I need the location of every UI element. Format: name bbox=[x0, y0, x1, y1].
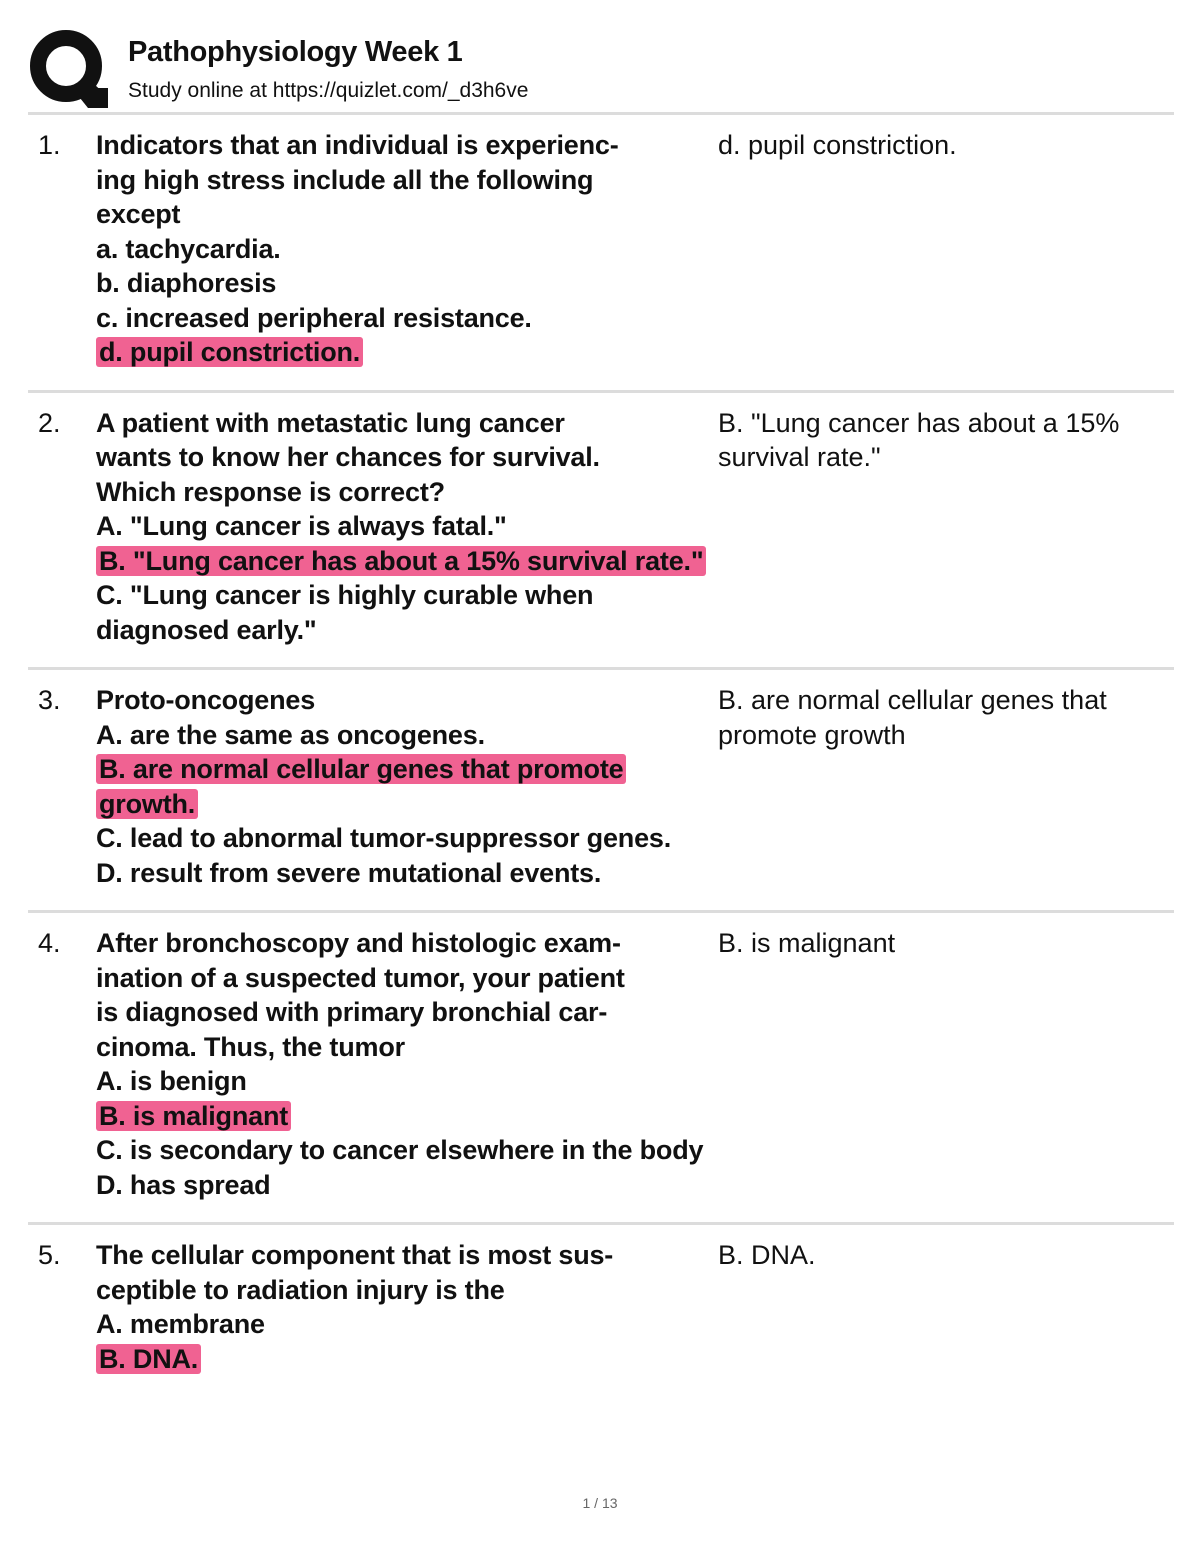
question-text bbox=[96, 926, 716, 1202]
answer-option-text: a. tachycardia. bbox=[96, 233, 281, 264]
question-number: 1. bbox=[38, 130, 61, 160]
answer-text: B. DNA. bbox=[718, 1240, 816, 1270]
answer-text: B. are normal cellular genes that promote growth bbox=[718, 685, 1107, 750]
answer-option-text: A. membrane bbox=[96, 1309, 265, 1339]
question-stem-line: wants to know her chances for survival. bbox=[96, 442, 600, 472]
flashcard-item bbox=[28, 670, 1174, 913]
flashcard-item bbox=[28, 913, 1174, 1225]
answer-option-highlighted bbox=[96, 752, 716, 821]
answer-option bbox=[96, 509, 716, 544]
answer-option bbox=[96, 301, 716, 336]
question-stem-line: A patient with metastatic lung cancer bbox=[96, 407, 565, 438]
answer-option-text: A. are the same as oncogenes. bbox=[96, 719, 485, 750]
answer-option-text: B. DNA. bbox=[96, 1344, 201, 1374]
answer-text: d. pupil constriction. bbox=[718, 130, 957, 160]
answer-option bbox=[96, 1168, 716, 1203]
answer-option bbox=[96, 266, 716, 301]
answer-option-text: B. "Lung cancer has about a 15% survival rate." bbox=[96, 546, 706, 576]
answer-option-text: C. "Lung cancer is highly curable when diagnosed early." bbox=[96, 580, 594, 645]
page-number: 1 / 13 bbox=[582, 1495, 618, 1511]
answer-option-highlighted bbox=[96, 1342, 716, 1377]
answer-text: B. "Lung cancer has about a 15% survival rate." bbox=[718, 407, 1120, 472]
answer-option-text: A. is benign bbox=[96, 1066, 247, 1096]
answer-option-text: d. pupil constriction. bbox=[96, 337, 363, 367]
answer-option bbox=[96, 856, 716, 891]
question-stem-line: ceptible to radiation injury is the bbox=[96, 1274, 505, 1305]
answer-option bbox=[96, 578, 716, 647]
page-header bbox=[28, 28, 1174, 110]
question-number: 5. bbox=[38, 1240, 61, 1270]
answer-option-text: D. has spread bbox=[96, 1169, 271, 1200]
answer-option-text: c. increased peripheral resistance. bbox=[96, 302, 532, 333]
answer-option bbox=[96, 1064, 716, 1099]
question-number: 4. bbox=[38, 928, 61, 958]
question-stem-line: is diagnosed with primary bronchial car- bbox=[96, 997, 608, 1027]
answer-text: B. is malignant bbox=[718, 928, 896, 958]
answer-option-text: b. diaphoresis bbox=[96, 268, 277, 298]
answer-option bbox=[96, 1133, 716, 1168]
answer-option-text: A. "Lung cancer is always fatal." bbox=[96, 511, 507, 541]
answer-option-highlighted bbox=[96, 544, 716, 579]
question-stem-line: cinoma. Thus, the tumor bbox=[96, 1031, 405, 1062]
question-number: 3. bbox=[38, 685, 61, 715]
answer-option-highlighted bbox=[96, 335, 716, 370]
question-stem-line: ination of a suspected tumor, your patient bbox=[96, 962, 625, 993]
question-text bbox=[96, 406, 716, 648]
question-stem-line: After bronchoscopy and histologic exam- bbox=[96, 928, 621, 958]
answer-option-text: B. are normal cellular genes that promote growth. bbox=[96, 754, 626, 819]
question-stem-line: ing high stress include all the following bbox=[96, 164, 594, 195]
answer-option-highlighted bbox=[96, 1099, 716, 1134]
page-title: Pathophysiology Week 1 bbox=[128, 36, 463, 68]
question-text bbox=[96, 1238, 716, 1376]
flashcard-item bbox=[28, 393, 1174, 671]
study-online-link-text[interactable]: Study online at https://quizlet.com/_d3h6ve bbox=[128, 79, 529, 102]
answer-option-text: C. is secondary to cancer elsewhere in the body bbox=[96, 1135, 704, 1165]
flashcard-item bbox=[28, 1225, 1174, 1396]
quizlet-q-logo-icon bbox=[28, 28, 108, 108]
flashcard-item bbox=[28, 115, 1174, 393]
question-text bbox=[96, 128, 716, 370]
question-stem-line: Which response is correct? bbox=[96, 476, 445, 507]
question-number: 2. bbox=[38, 407, 61, 438]
answer-option bbox=[96, 232, 716, 267]
answer-option-text: B. is malignant bbox=[96, 1101, 291, 1131]
question-text bbox=[96, 683, 716, 890]
question-stem-line: Indicators that an individual is experienc- bbox=[96, 130, 619, 160]
flashcard-list bbox=[28, 115, 1174, 1396]
answer-option bbox=[96, 1307, 716, 1342]
answer-option bbox=[96, 821, 716, 856]
answer-option-text: D. result from severe mutational events. bbox=[96, 857, 602, 888]
answer-option-text: C. lead to abnormal tumor-suppressor genes. bbox=[96, 823, 672, 853]
question-stem-line: Proto-oncogenes bbox=[96, 685, 316, 715]
question-stem-line: The cellular component that is most sus- bbox=[96, 1240, 614, 1270]
answer-option bbox=[96, 718, 716, 753]
question-stem-line: except bbox=[96, 199, 181, 229]
